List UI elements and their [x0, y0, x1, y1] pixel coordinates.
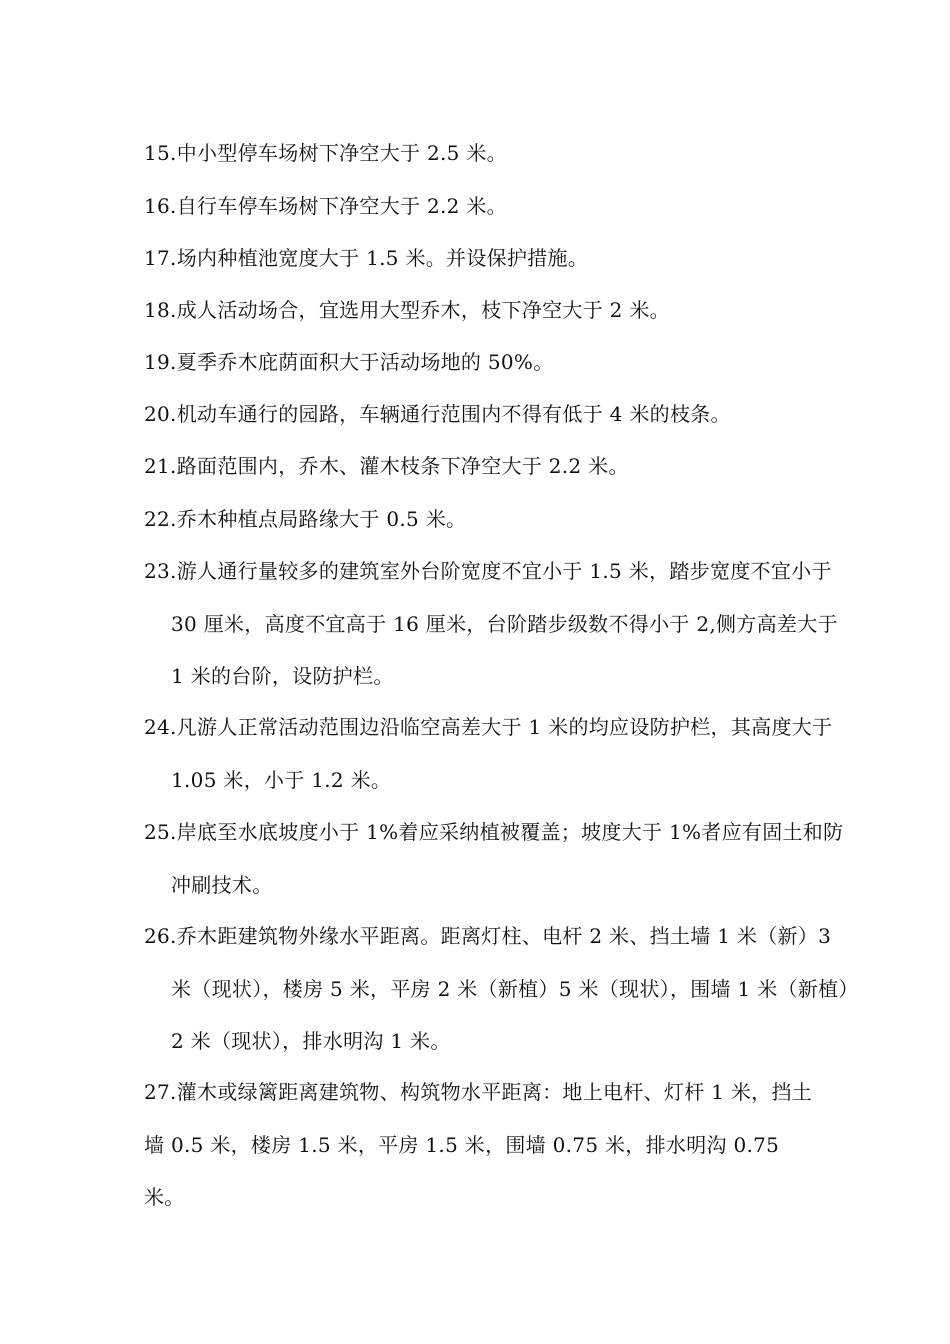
item-number: 26. — [144, 924, 177, 948]
item-text: 中小型停车场树下净空大于 2.5 米。 — [176, 141, 507, 165]
list-item — [144, 910, 851, 1068]
item-number: 19. — [144, 350, 177, 374]
list-item — [144, 388, 824, 441]
item-number: 15. — [144, 141, 177, 165]
item-number: 23. — [144, 559, 177, 583]
item-text: 灌木或绿篱距离建筑物、构筑物水平距离：地上电杆、灯杆 1 米，挡土墙 0.5 米，楼房 1.5 米，平房 1.5 米，围墙 0.75 米，排水明沟 0.75 米。 — [144, 1080, 813, 1209]
list-item — [144, 1066, 824, 1224]
list-item — [144, 232, 824, 285]
item-number: 27. — [144, 1080, 177, 1104]
item-text: 乔木距建筑物外缘水平距离。距离灯柱、电杆 2 米、挡土墙 1 米（新）3 米（现状），楼房 5 米，平房 2 米（新植）5 米（现状），围墙 1 米（新植）2 米（现状），排水明沟 1 米。 — [171, 924, 849, 1053]
item-text: 乔木种植点局路缘大于 0.5 米。 — [176, 507, 467, 531]
item-number: 22. — [144, 507, 177, 531]
list-item — [144, 180, 824, 233]
item-text: 场内种植池宽度大于 1.5 米。并设保护措施。 — [176, 246, 589, 270]
item-number: 25. — [144, 820, 177, 844]
list-item — [144, 127, 824, 180]
item-number: 18. — [144, 298, 177, 322]
item-text: 岸底至水底坡度小于 1%着应采纳植被覆盖；坡度大于 1%者应有固土和防冲刷技术。 — [171, 820, 844, 897]
list-item — [144, 701, 851, 806]
item-text: 机动车通行的园路，车辆通行范围内不得有低于 4 米的枝条。 — [176, 402, 731, 426]
item-text: 凡游人正常活动范围边沿临空高差大于 1 米的均应设防护栏，其高度大于 1.05 米，小于 1.2 米。 — [171, 715, 833, 792]
item-text: 成人活动场合，宜选用大型乔木，枝下净空大于 2 米。 — [176, 298, 670, 322]
item-number: 24. — [144, 715, 177, 739]
item-number: 16. — [144, 194, 177, 218]
list-item — [144, 336, 824, 389]
item-number: 17. — [144, 246, 177, 270]
list-item — [144, 806, 851, 911]
list-item — [144, 440, 824, 493]
item-number: 20. — [144, 402, 177, 426]
list-item — [144, 284, 824, 337]
item-text: 自行车停车场树下净空大于 2.2 米。 — [176, 194, 507, 218]
list-item — [144, 493, 824, 546]
item-text: 夏季乔木庇荫面积大于活动场地的 50%。 — [176, 350, 554, 374]
item-text: 游人通行量较多的建筑室外台阶宽度不宜小于 1.5 米，踏步宽度不宜小于 30 厘米，高度不宜高于 16 厘米，台阶踏步级数不得小于 2,侧方高差大于 1 米的台阶，设防护栏。 — [171, 559, 838, 688]
item-text: 路面范围内，乔木、灌木枝条下净空大于 2.2 米。 — [176, 454, 629, 478]
list-item — [144, 545, 851, 703]
item-number: 21. — [144, 454, 177, 478]
